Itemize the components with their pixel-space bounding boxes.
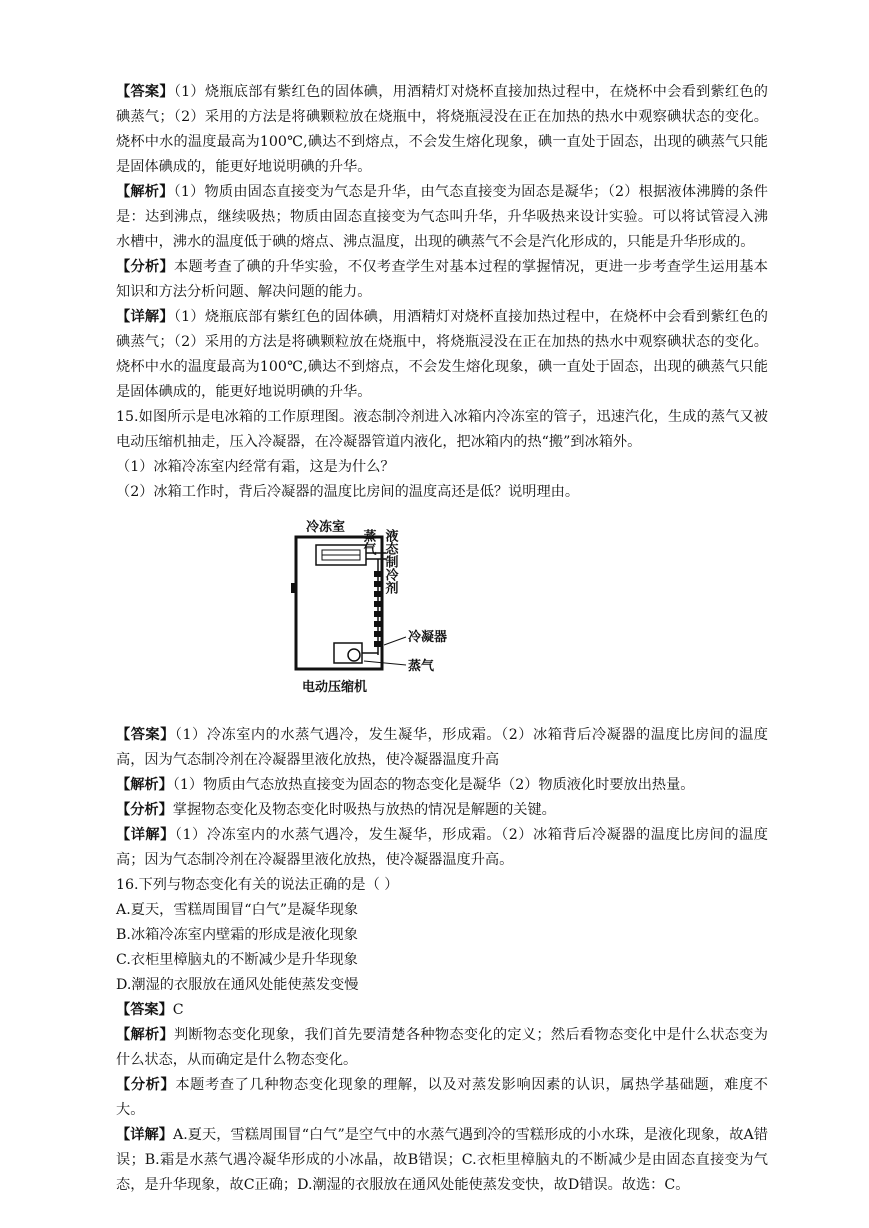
condenser-label: 冷凝器 xyxy=(408,630,448,645)
q14-analysis xyxy=(116,180,768,255)
condenser-leader xyxy=(384,637,406,645)
q15-detail xyxy=(116,823,768,873)
vapor-top-label: 蒸气 xyxy=(360,529,376,555)
q16-answer xyxy=(116,998,768,1023)
analysis-label: 【解析】 xyxy=(116,1027,174,1043)
vapor-bottom-leader xyxy=(364,661,406,665)
comment-text: 本题考查了碘的升华实验，不仅考查学生对基本过程的掌握情况，更进一步考查学生运用基本知识和方法分析问题、解决问题的能力。 xyxy=(116,259,768,300)
answer-label: 【答案】 xyxy=(116,84,174,100)
compressor-label: 电动压缩机 xyxy=(302,680,368,695)
liquid-refrigerant-label: 液态制冷剂 xyxy=(382,529,398,594)
answer-text: （1）烧瓶底部有紫红色的固体碘，用酒精灯对烧杯直接加热过程中，在烧杯中会看到紫红色的碘蒸气；（2）采用的方法是将碘颗粒放在烧瓶中，将烧瓶浸没在正在加热的热水中观察碘状态的变化。烧杯中水的温度最高为100℃,碘达不到熔点，不会发生熔化现象，碘一直处于固态，出现的碘蒸气只能是固体碘成的，能更好地说明碘的升华。 xyxy=(116,84,768,175)
detail-label: 【详解】 xyxy=(116,309,174,325)
q15-analysis xyxy=(116,773,768,798)
answer-text: C xyxy=(172,1002,184,1018)
comment-label: 【分析】 xyxy=(116,1077,176,1093)
comment-label: 【分析】 xyxy=(116,802,173,818)
q15-sub-question-2: （2）冰箱工作时，背后冷凝器的温度比房间的温度高还是低？说明理由。 xyxy=(116,484,580,500)
q16-analysis xyxy=(116,1023,768,1073)
detail-label: 【详解】 xyxy=(116,827,175,843)
analysis-text: （1）物质由气态放热直接变为固态的物态变化是凝华（2）物质液化时要放出热量。 xyxy=(172,777,695,793)
comment-text: 本题考查了几种物态变化现象的理解，以及对蒸发影响因素的认识，属热学基础题，难度不大。 xyxy=(116,1077,768,1118)
vapor-bottom-label: 蒸气 xyxy=(408,659,435,674)
document-page xyxy=(116,80,768,1198)
detail-text: A.夏天，雪糕周围冒“白气”是空气中的水蒸气遇到冷的雪糕形成的小水珠，是液化现象，故A错误；B.霜是水蒸气遇冷凝华形成的小冰晶，故B错误；C.衣柜里樟脑丸的不断减少是由固态直接变为气态，是升华现象，故C正确；D.潮湿的衣服放在通风处能使蒸发变快，故D错误。故选：C。 xyxy=(116,1127,768,1193)
q15-sub-question-1: （1）冰箱冷冻室内经常有霜，这是为什么？ xyxy=(116,459,395,475)
answer-label: 【答案】 xyxy=(116,727,175,743)
answer-label: 【答案】 xyxy=(116,1002,173,1018)
q15-answer xyxy=(116,723,768,773)
comment-text: 掌握物态变化及物态变化时吸热与放热的情况是解题的关键。 xyxy=(172,802,556,818)
compressor-motor xyxy=(348,649,360,661)
analysis-label: 【解析】 xyxy=(116,184,174,200)
refrigerator-diagram xyxy=(288,515,488,711)
fridge-body xyxy=(296,537,382,669)
comment-label: 【分析】 xyxy=(116,259,174,275)
q16-stem: 16.下列与物态变化有关的说法正确的是（ ） xyxy=(116,877,399,893)
q16-detail xyxy=(116,1123,768,1198)
detail-text: （1）烧瓶底部有紫红色的固体碘，用酒精灯对烧杯直接加热过程中，在烧杯中会看到紫红色的碘蒸气；（2）采用的方法是将碘颗粒放在烧瓶中，将烧瓶浸没在正在加热的热水中观察碘状态的变化。烧杯中水的温度最高为100℃,碘达不到熔点，不会发生熔化现象，碘一直处于固态，出现的碘蒸气只能是固体碘成的，能更好地说明碘的升华。 xyxy=(116,309,768,400)
q14-comment xyxy=(116,255,768,305)
analysis-text: （1）物质由固态直接变为气态是升华，由气态直接变为固态是凝华；（2）根据液体沸腾的条件是：达到沸点，继续吸热；物质由固态直接变为气态叫升华，升华吸热来设计实验。可以将试管浸入沸水槽中，沸水的温度低于碘的熔点、沸点温度，出现的碘蒸气不会是汽化形成的，只能是升华形成的。 xyxy=(116,184,768,250)
q15-comment xyxy=(116,798,768,823)
q16-comment xyxy=(116,1073,768,1123)
refrigerator-figure-container xyxy=(116,515,768,715)
freezer-label: 冷冻室 xyxy=(306,520,346,535)
answer-text: （1）冷冻室内的水蒸气遇冷，发生凝华，形成霜。（2）冰箱背后冷凝器的温度比房间的温度高，因为气态制冷剂在冷凝器里液化放热，使冷凝器温度升高 xyxy=(116,727,768,768)
q14-answer xyxy=(116,80,768,180)
fridge-handle xyxy=(291,583,296,593)
q16-option-b: B.冰箱冷冻室内壁霜的形成是液化现象 xyxy=(116,927,358,943)
q16-option-a: A.夏天，雪糕周围冒“白气”是凝华现象 xyxy=(116,902,359,918)
q15-stem: 15.如图所示是电冰箱的工作原理图。液态制冷剂进入冰箱内冷冻室的管子，迅速汽化，生成的蒸气又被电动压缩机抽走，压入冷凝器，在冷凝器管道内液化，把冰箱内的热“搬”到冰箱外。 xyxy=(116,409,768,450)
analysis-label: 【解析】 xyxy=(116,777,173,793)
detail-text: （1）冷冻室内的水蒸气遇冷，发生凝华，形成霜。（2）冰箱背后冷凝器的温度比房间的温度高；因为气态制冷剂在冷凝器里液化放热，使冷凝器温度升高。 xyxy=(116,827,768,868)
detail-label: 【详解】 xyxy=(116,1127,173,1143)
q14-detail xyxy=(116,305,768,405)
q16-option-c: C.衣柜里樟脑丸的不断减少是升华现象 xyxy=(116,952,358,968)
analysis-text: 判断物态变化现象，我们首先要清楚各种物态变化的定义；然后看物态变化中是什么状态变为什么状态，从而确定是什么物态变化。 xyxy=(116,1027,768,1068)
q16-option-d: D.潮湿的衣服放在通风处能使蒸发变慢 xyxy=(116,977,359,993)
